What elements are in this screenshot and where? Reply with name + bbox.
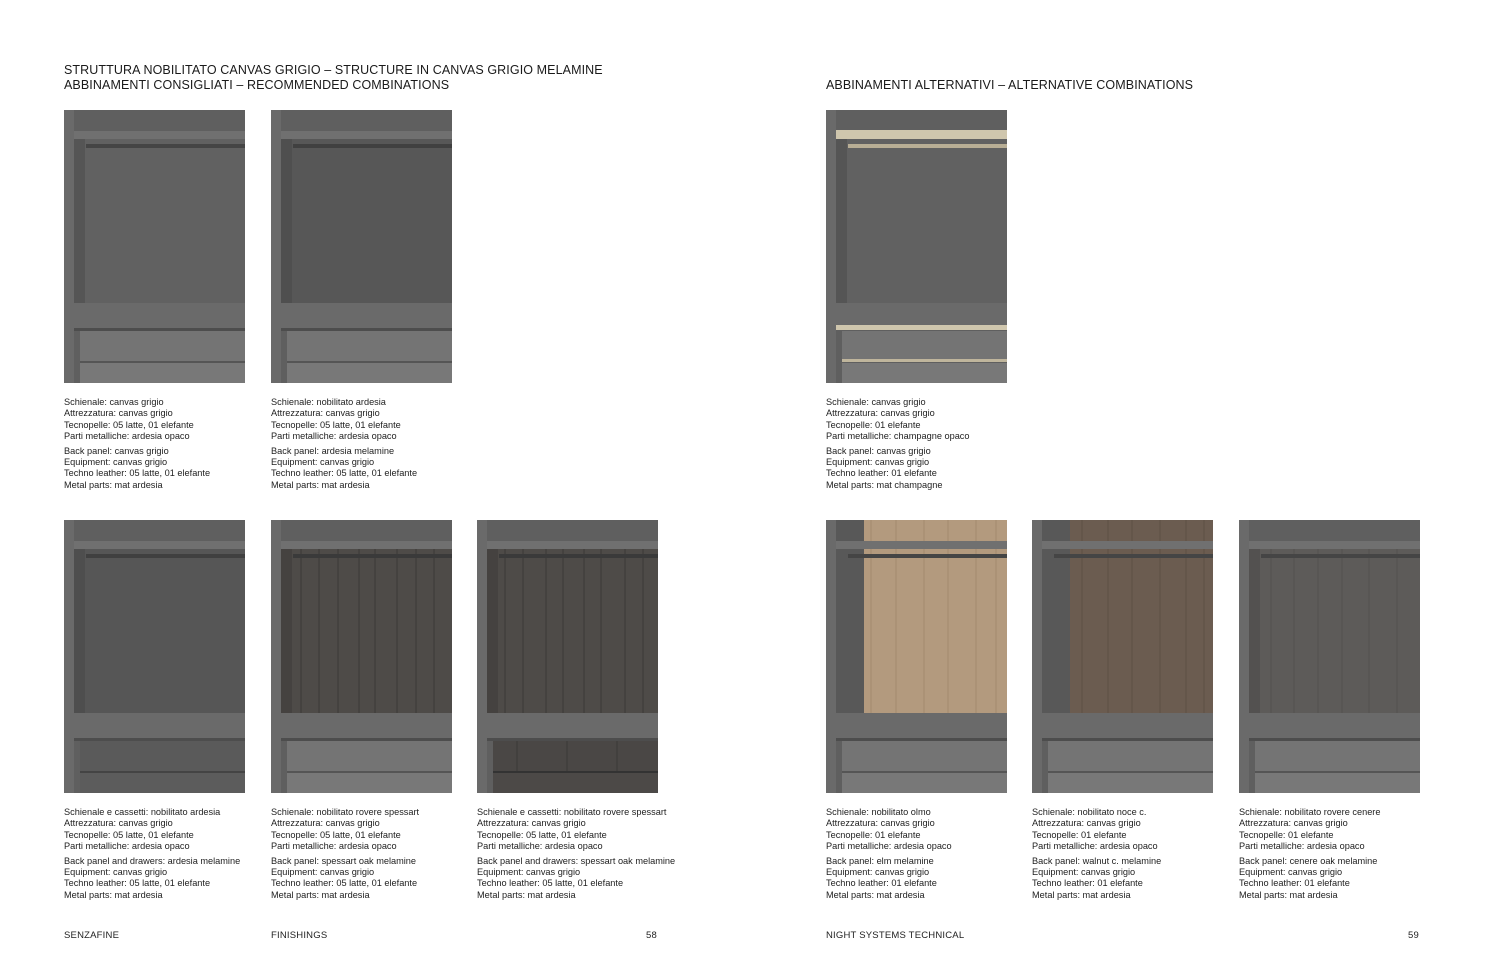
footer-section-right: NIGHT SYSTEMS TECHNICAL — [826, 930, 965, 941]
combo-caption — [64, 397, 264, 491]
caption-line: Techno leather: 01 elefante — [1032, 878, 1143, 889]
caption-line: Attrezzatura: canvas grigio — [826, 818, 935, 829]
caption-line: Metal parts: mat champagne — [826, 479, 943, 490]
caption-line: Techno leather: 05 latte, 01 elefante — [271, 468, 418, 479]
caption-line: Schienale e cassetti: nobilitato ardesia — [64, 807, 221, 817]
caption-line: Attrezzatura: canvas grigio — [271, 408, 380, 419]
caption-line: Parti metalliche: ardesia opaco — [1032, 841, 1158, 852]
caption-line: Tecnopelle: 01 elefante — [826, 829, 921, 840]
caption-line: Parti metalliche: ardesia opaco — [477, 841, 603, 852]
caption-line: Back panel and drawers: spessart oak melamine — [477, 855, 676, 866]
caption-line: Attrezzatura: canvas grigio — [271, 818, 380, 829]
caption-line: Equipment: canvas grigio — [826, 867, 930, 878]
combo-caption — [271, 397, 471, 491]
caption-line: Tecnopelle: 01 elefante — [826, 419, 921, 430]
caption-line: Parti metalliche: ardesia opaco — [64, 431, 190, 442]
caption-line: Schienale: nobilitato ardesia — [271, 397, 386, 407]
caption-line: Techno leather: 05 latte, 01 elefante — [64, 878, 211, 889]
caption-line: Tecnopelle: 05 latte, 01 elefante — [64, 419, 194, 430]
caption-line: Back panel and drawers: ardesia melamine — [64, 855, 241, 866]
combo-caption — [826, 807, 1026, 901]
caption-line: Back panel: canvas grigio — [64, 445, 169, 456]
caption-line: Equipment: canvas grigio — [64, 867, 168, 878]
caption-line: Metal parts: mat ardesia — [271, 889, 370, 900]
combo-card-r2 — [826, 520, 1007, 900]
combo-card-l4 — [271, 520, 452, 900]
caption-line: Attrezzatura: canvas grigio — [477, 818, 586, 829]
caption-line: Back panel: elm melamine — [826, 855, 934, 866]
right-heading — [826, 78, 1193, 93]
combo-caption — [1239, 807, 1439, 901]
caption-line: Back panel: spessart oak melamine — [271, 855, 417, 866]
recommended-title: ABBINAMENTI CONSIGLIATI – RECOMMENDED COMBINATIONS — [64, 78, 450, 92]
caption-line: Tecnopelle: 01 elefante — [1239, 829, 1334, 840]
caption-line: Tecnopelle: 05 latte, 01 elefante — [271, 829, 401, 840]
caption-line: Techno leather: 01 elefante — [826, 468, 937, 479]
caption-line: Schienale: canvas grigio — [64, 397, 164, 407]
caption-line: Techno leather: 05 latte, 01 elefante — [477, 878, 624, 889]
caption-line: Back panel: walnut c. melamine — [1032, 855, 1162, 866]
caption-line: Tecnopelle: 05 latte, 01 elefante — [477, 829, 607, 840]
caption-line: Metal parts: mat ardesia — [64, 889, 163, 900]
caption-line: Tecnopelle: 01 elefante — [1032, 829, 1127, 840]
combo-card-r3 — [1032, 520, 1213, 900]
caption-line: Attrezzatura: canvas grigio — [64, 408, 173, 419]
caption-line: Schienale: nobilitato rovere cenere — [1239, 807, 1381, 817]
caption-line: Back panel: ardesia melamine — [271, 445, 395, 456]
caption-line: Metal parts: mat ardesia — [64, 479, 163, 490]
wardrobe-photo — [64, 110, 245, 383]
caption-line: Parti metalliche: champagne opaco — [826, 431, 970, 442]
caption-line: Attrezzatura: canvas grigio — [826, 408, 935, 419]
caption-line: Metal parts: mat ardesia — [1239, 889, 1338, 900]
footer-brand: SENZAFINE — [64, 930, 120, 941]
combo-card-r4 — [1239, 520, 1420, 900]
caption-line: Metal parts: mat ardesia — [477, 889, 576, 900]
combo-card-r1 — [826, 110, 1007, 490]
caption-line: Equipment: canvas grigio — [64, 457, 168, 468]
wardrobe-photo — [1239, 520, 1420, 793]
combo-caption — [271, 807, 471, 901]
caption-line: Equipment: canvas grigio — [271, 867, 375, 878]
caption-line: Equipment: canvas grigio — [1032, 867, 1136, 878]
combo-card-l2 — [271, 110, 452, 490]
caption-line: Attrezzatura: canvas grigio — [1239, 818, 1348, 829]
caption-line: Techno leather: 01 elefante — [826, 878, 937, 889]
caption-line: Equipment: canvas grigio — [271, 457, 375, 468]
caption-line: Schienale: nobilitato noce c. — [1032, 807, 1147, 817]
caption-line: Equipment: canvas grigio — [1239, 867, 1343, 878]
caption-line: Schienale: nobilitato rovere spessart — [271, 807, 420, 817]
caption-line: Back panel: canvas grigio — [826, 445, 931, 456]
page-number-right: 59 — [1408, 930, 1419, 941]
wardrobe-photo — [64, 520, 245, 793]
combo-caption — [64, 807, 264, 901]
page-number-left: 58 — [646, 930, 657, 941]
caption-line: Attrezzatura: canvas grigio — [1032, 818, 1141, 829]
wardrobe-photo — [826, 110, 1007, 383]
alternative-title: ABBINAMENTI ALTERNATIVI – ALTERNATIVE COMBINATIONS — [826, 78, 1194, 92]
caption-line: Attrezzatura: canvas grigio — [64, 818, 173, 829]
caption-line: Metal parts: mat ardesia — [1032, 889, 1131, 900]
combo-card-l3 — [64, 520, 245, 900]
left-heading — [64, 63, 603, 93]
structure-title: STRUTTURA NOBILITATO CANVAS GRIGIO – STRUCTURE IN CANVAS GRIGIO MELAMINE — [64, 63, 603, 77]
caption-line: Equipment: canvas grigio — [826, 457, 930, 468]
combo-caption — [1032, 807, 1232, 901]
caption-line: Metal parts: mat ardesia — [271, 479, 370, 490]
caption-line: Parti metalliche: ardesia opaco — [271, 431, 397, 442]
wardrobe-photo — [826, 520, 1007, 793]
caption-line: Techno leather: 01 elefante — [1239, 878, 1350, 889]
caption-line: Parti metalliche: ardesia opaco — [64, 841, 190, 852]
wardrobe-photo — [271, 110, 452, 383]
wardrobe-photo — [271, 520, 452, 793]
caption-line: Parti metalliche: ardesia opaco — [826, 841, 952, 852]
footer-section: FINISHINGS — [271, 930, 328, 941]
caption-line: Back panel: cenere oak melamine — [1239, 855, 1378, 866]
combo-card-l1 — [64, 110, 245, 490]
caption-line: Tecnopelle: 05 latte, 01 elefante — [271, 419, 401, 430]
combo-caption — [826, 397, 1026, 491]
caption-line: Equipment: canvas grigio — [477, 867, 581, 878]
caption-line: Parti metalliche: ardesia opaco — [1239, 841, 1365, 852]
combo-caption — [477, 807, 677, 901]
wardrobe-photo — [477, 520, 658, 793]
caption-line: Techno leather: 05 latte, 01 elefante — [64, 468, 211, 479]
caption-line: Metal parts: mat ardesia — [826, 889, 925, 900]
caption-line: Schienale e cassetti: nobilitato rovere spessart — [477, 807, 667, 817]
caption-line: Parti metalliche: ardesia opaco — [271, 841, 397, 852]
caption-line: Tecnopelle: 05 latte, 01 elefante — [64, 829, 194, 840]
caption-line: Techno leather: 05 latte, 01 elefante — [271, 878, 418, 889]
caption-line: Schienale: nobilitato olmo — [826, 807, 931, 817]
wardrobe-photo — [1032, 520, 1213, 793]
caption-line: Schienale: canvas grigio — [826, 397, 926, 407]
combo-card-l5 — [477, 520, 676, 900]
